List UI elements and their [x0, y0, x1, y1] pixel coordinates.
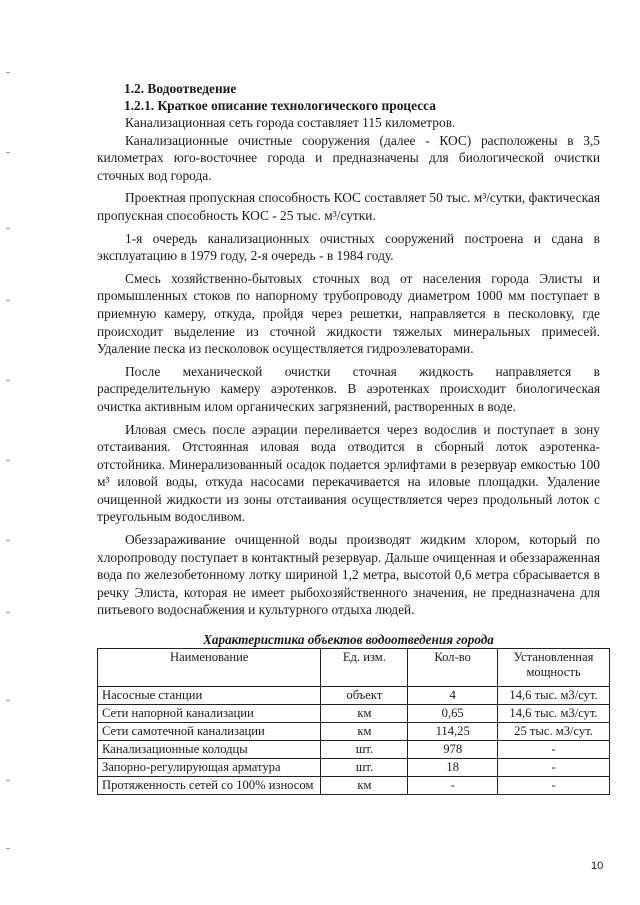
cell-name: Запорно-регулирующая арматура [98, 759, 321, 777]
cell-unit: км [321, 723, 408, 741]
header-name: Наименование [98, 649, 321, 687]
cell-quantity: - [408, 777, 498, 795]
paragraph-sludge: Иловая смесь после аэрации переливается через водослив и поступает в зону отстаивания. Отстоянная иловая вода отводится в сборный лоток аэротенка-отстойника. Минерализованный осадок подается эрлифтами в резервуар емкостью 100 м³ иловой воды, откуда насосами перекачивается на иловые площадки. Удаление очищенной жидкости из зоны отстаивания осуществляется через продольный лоток с треугольным водосливом. [97, 421, 600, 525]
cell-capacity: - [498, 759, 610, 777]
header-quantity: Кол-во [408, 649, 498, 687]
cell-capacity: 14,6 тыс. м3/сут. [498, 705, 610, 723]
page-number: 10 [591, 860, 604, 872]
cell-unit: шт. [321, 759, 408, 777]
header-unit: Ед. изм. [321, 649, 408, 687]
cell-unit: км [321, 777, 408, 795]
cell-capacity: 25 тыс. м3/сут. [498, 723, 610, 741]
cell-unit: объект [321, 687, 408, 705]
table-row [98, 741, 610, 759]
cell-name: Насосные станции [98, 687, 321, 705]
paragraph-disinfection: Обеззараживание очищенной воды производят жидким хлором, который по хлоропроводу поступает в контактный резервуар. Дальше очищенная и обеззараженная вода по железобетонному лотку шириной 1,2 метра, высотой 0,6 метра сбрасывается в речку Элиста, которая не имеет рыбохозяйственного значения, не предназначена для питьевого водоснабжения и культурного отдыха людей. [97, 532, 600, 618]
table-row [98, 705, 610, 723]
cell-name: Сети напорной канализации [98, 705, 321, 723]
wastewater-objects-table [97, 648, 610, 795]
cell-quantity: 4 [408, 687, 498, 705]
cell-capacity: 14,6 тыс. м3/сут. [498, 687, 610, 705]
paragraph-inflow: Смесь хозяйственно-бытовых сточных вод от населения города Элисты и промышленных стоков по напорному трубопроводу диаметром 1000 мм поступает в приемную камеру, откуда, пройдя через решетки, направляется в песколовку, где происходит выделение из сточной жидкости тяжелых минеральных примесей. Удаление песка из песколовок осуществляется гидроэлеваторами. [97, 270, 600, 357]
document-body [97, 80, 600, 619]
cell-name: Протяженность сетей со 100% износом [98, 777, 321, 795]
cell-name: Канализационные колодцы [98, 741, 321, 759]
cell-capacity: - [498, 741, 610, 759]
subsection-heading: 1.2.1. Краткое описание технологического процесса [124, 98, 436, 113]
cell-quantity: 0,65 [408, 705, 498, 723]
paragraph-network-length: Канализационная сеть города составляет 115 километров. [125, 115, 456, 130]
cell-quantity: 114,25 [408, 723, 498, 741]
table-row [98, 777, 610, 795]
cell-unit: км [321, 705, 408, 723]
cell-quantity: 978 [408, 741, 498, 759]
section-heading: 1.2. Водоотведение [124, 81, 237, 96]
paragraph-commissioning: 1-я очередь канализационных очистных сооружений построена и сдана в эксплуатацию в 1979 году, 2-я очередь - в 1984 году. [97, 230, 600, 264]
cell-name: Сети самотечной канализации [98, 723, 321, 741]
table-header-row [98, 649, 610, 687]
cell-unit: шт. [321, 741, 408, 759]
table-row [98, 687, 610, 705]
cell-quantity: 18 [408, 759, 498, 777]
paragraph-kos-location: Канализационные очистные сооружения (далее - КОС) расположены в 3,5 километрах юго-восточнее города и предназначены для биологической очистки сточных вод города. [97, 132, 600, 183]
table-title: Характеристика объектов водоотведения города [203, 632, 494, 647]
table-row [98, 723, 610, 741]
paragraph-biological: После механической очистки сточная жидкость направляется в распределительную камеру аэротенков. В аэротенках происходит биологическая очистка активным илом органических загрязнений, растворенных в воде. [97, 363, 600, 414]
header-capacity: Установленная мощность [498, 649, 610, 687]
table-row [98, 759, 610, 777]
cell-capacity: - [498, 777, 610, 795]
paragraph-capacity: Проектная пропускная способность КОС составляет 50 тыс. м³/сутки, фактическая пропускная способность КОС - 25 тыс. м³/сутки. [97, 190, 600, 223]
